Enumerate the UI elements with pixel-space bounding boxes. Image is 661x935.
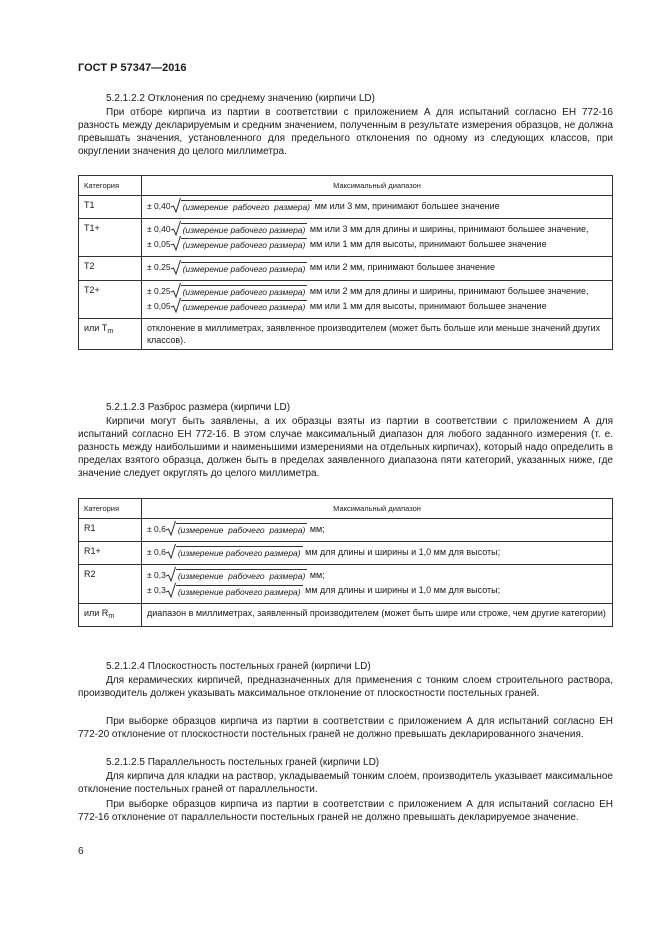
formula-expression: (измерение рабочего размера)	[182, 286, 306, 297]
coefficient: ± 0,6	[147, 524, 166, 534]
coefficient: ± 0,3	[147, 570, 166, 581]
coefficient: ± 0,05	[147, 300, 171, 311]
range-cell	[142, 565, 613, 603]
category-cell: T1	[79, 196, 142, 219]
formula-expression: (измерение рабочего размера)	[177, 571, 306, 582]
coefficient: ± 0,25	[147, 285, 171, 296]
table-row	[79, 519, 613, 542]
paragraph: Для керамических кирпичей, предназначенных для применения с тонким слоем строительного раствора, производитель должен указывать максимальное отклонение от плоскостности постельных граней.	[78, 675, 613, 699]
square-root-icon	[171, 236, 181, 251]
range-cell	[142, 280, 613, 318]
range-cell	[142, 219, 613, 257]
section-heading-5-2-1-2-5: 5.2.1.2.5 Параллельность постельных граней (кирпичи LD)	[106, 757, 380, 768]
table-header-row	[79, 176, 613, 196]
category-cell: T2+	[79, 280, 142, 318]
category-subscript: m	[107, 327, 114, 335]
paragraph: При выборке образцов кирпича из партии в соответствии с приложением А для испытаний согласно ЕН 772-20 отклонение от плоскостности постельных граней не должно превышать декларированного значения.	[78, 716, 613, 740]
range-text: мм или 1 мм для высоты, принимают большее значение	[309, 239, 547, 250]
square-root-icon	[166, 567, 176, 582]
square-root-icon	[171, 221, 181, 236]
category-cell: R2	[79, 565, 142, 603]
coefficient: ± 0,40	[147, 224, 171, 235]
paragraph: При отборе кирпича из партии в соответствии с приложением А для испытаний согласно ЕН 772-16 разность между декларируемым и средним значением, полученным в результате измерения образцов, не должна превышать значения, установленного для предельного отклонения по одному из следующих классов, при округлении значения до целого миллиметра.	[78, 107, 613, 157]
formula-expression: (измерение рабочего размера)	[182, 240, 306, 251]
table-row	[79, 542, 613, 565]
range-cell	[142, 542, 613, 565]
table-row	[79, 257, 613, 280]
range-cell	[142, 257, 613, 280]
coefficient: ± 0,3	[147, 585, 166, 596]
section-heading-5-2-1-2-2: 5.2.1.2.2 Отклонения по среднему значению (кирпичи LD)	[106, 93, 375, 104]
paragraph: Кирпичи могут быть заявлены, а их образцы взяты из партии в соответствии с приложением А для испытаний согласно ЕН 772-16. В этом случае максимальный диапазон для любого заданного измерения (т. е. разность между наибольшими и наименьшими измерениями на отдельных кирпичах), который надо определить в пределах взятого образца, должен быть в пределах заявленного диапазона пяти категорий, указанных ниже, где значение следует округлять до целого миллиметра.	[78, 416, 613, 479]
category-cell: R1	[79, 519, 142, 542]
page-number: 6	[78, 846, 84, 857]
dimension-range-table	[78, 498, 613, 627]
column-header-max-range: Максимальный диапазон	[142, 176, 613, 196]
coefficient: ± 0,05	[147, 239, 171, 250]
square-root-icon	[171, 283, 181, 298]
formula-expression: (измерение рабочего размера)	[177, 525, 306, 536]
range-text: мм или 1 мм для высоты, принимают большее значение	[309, 300, 547, 311]
column-header-max-range: Максимальный диапазон	[142, 499, 613, 519]
category-cell: R1+	[79, 542, 142, 565]
category-cell	[79, 318, 142, 349]
table-row	[79, 565, 613, 603]
range-text: мм;	[309, 570, 325, 581]
sqrt-formula	[171, 223, 308, 236]
coefficient: ± 0,6	[147, 547, 166, 558]
formula-expression: (измерение рабочего размера)	[182, 202, 311, 213]
coefficient: ± 0,25	[147, 262, 171, 273]
category-label: или T	[84, 322, 108, 333]
section-heading-5-2-1-2-4: 5.2.1.2.4 Плоскостность постельных граней (кирпичи LD)	[106, 661, 371, 672]
square-root-icon	[166, 544, 176, 559]
range-text: мм или 3 мм, принимают большее значение	[314, 201, 500, 211]
square-root-icon	[171, 198, 181, 213]
formula-expression: (измерение рабочего размера)	[182, 263, 306, 274]
table-header-row	[79, 499, 613, 519]
sqrt-formula	[171, 262, 308, 275]
category-cell: T2	[79, 257, 142, 280]
range-cell	[142, 196, 613, 219]
sqrt-formula	[166, 546, 303, 559]
sqrt-formula	[166, 585, 303, 598]
sqrt-formula	[171, 300, 308, 313]
table-row	[79, 318, 613, 349]
square-root-icon	[166, 583, 176, 598]
sqrt-formula	[171, 238, 308, 251]
range-text: диапазон в миллиметрах, заявленный производителем (может быть шире или строже, чем другие категории)	[142, 603, 613, 626]
category-cell: T1+	[79, 219, 142, 257]
table-row	[79, 280, 613, 318]
square-root-icon	[171, 260, 181, 275]
range-text: мм или 3 мм для длины и ширины, принимают большее значение,	[309, 224, 589, 235]
formula-expression: (измерение рабочего размера)	[177, 548, 301, 559]
section-heading-5-2-1-2-3: 5.2.1.2.3 Разброс размера (кирпичи LD)	[106, 402, 291, 413]
range-text: мм для длины и ширины и 1,0 мм для высоты;	[305, 585, 501, 596]
square-root-icon	[171, 298, 181, 313]
formula-expression: (измерение рабочего размера)	[177, 586, 301, 597]
column-header-category: Категория	[79, 176, 142, 196]
sqrt-formula	[171, 200, 313, 213]
paragraph: При выборке образцов кирпича из партии в соответствии с приложением А для испытаний согласно ЕН 772-16 отклонение от параллельности постельных граней не должно превышать декларируемое значение.	[78, 799, 613, 823]
table-row	[79, 603, 613, 626]
sqrt-formula	[166, 569, 308, 582]
table-row	[79, 196, 613, 219]
tolerance-table	[78, 175, 613, 350]
paragraph: Для кирпича для кладки на раствор, укладываемый тонким слоем, производитель указывает максимальное отклонение постельных граней от параллельности.	[78, 771, 613, 795]
range-cell	[142, 519, 613, 542]
sqrt-formula	[166, 523, 308, 536]
range-text: мм или 2 мм для длины и ширины, принимают большее значение,	[309, 285, 589, 296]
formula-expression: (измерение рабочего размера)	[182, 225, 306, 236]
document-code: ГОСТ Р 57347—2016	[78, 62, 187, 74]
range-text: мм или 2 мм, принимают большее значение	[309, 262, 495, 273]
range-text: мм для длины и ширины и 1,0 мм для высоты;	[305, 547, 501, 558]
sqrt-formula	[171, 285, 308, 298]
range-text: отклонение в миллиметрах, заявленное производителем (может быть больше или меньше значений других классов).	[142, 318, 613, 349]
table-row	[79, 219, 613, 257]
category-label: или R	[84, 607, 109, 618]
square-root-icon	[166, 521, 176, 536]
formula-expression: (измерение рабочего размера)	[182, 301, 306, 312]
column-header-category: Категория	[79, 499, 142, 519]
coefficient: ± 0,40	[147, 201, 171, 211]
range-text: мм;	[309, 524, 325, 534]
category-subscript: m	[108, 612, 115, 620]
category-cell	[79, 603, 142, 626]
